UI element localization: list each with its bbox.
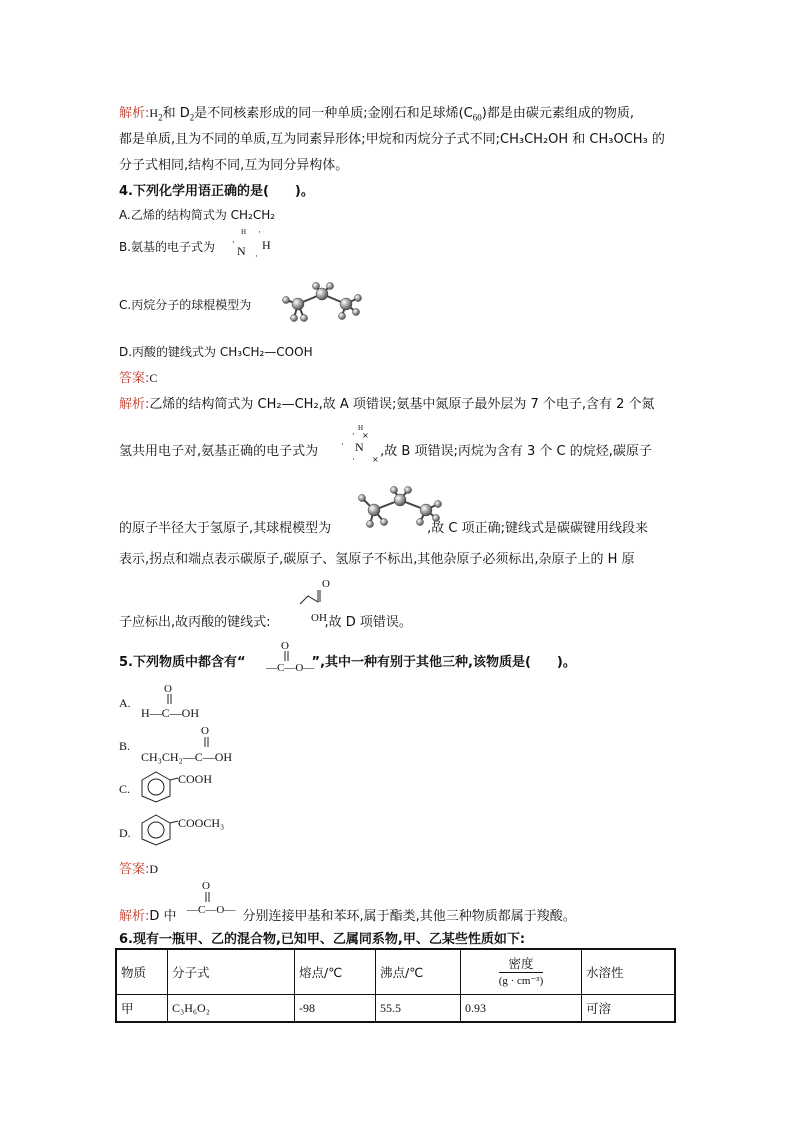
- carboxyl-group: COOH: [178, 772, 213, 786]
- q5-stem: 5.下列物质中都含有“ ”,其中一种有别于其他三种,该物质是( )。: [119, 655, 576, 670]
- oxygen-label: O: [322, 578, 330, 590]
- cell-melting-point: -98: [295, 995, 376, 1023]
- q5-option-c-label: C.: [119, 782, 131, 796]
- cell-formula: C₃H₆O₂: [168, 995, 295, 1023]
- q3-analysis-line1: 解析$:H_2$和 $D_2$是不同核素形成的同一种单质;金刚石和足球烯$(C_{60})$都是由碳元素组成的物质,: [119, 106, 634, 123]
- double-bond-mark: [204, 892, 212, 904]
- hydrogen-small-label: H: [358, 424, 364, 432]
- hydroxyl-label: OH: [311, 612, 327, 624]
- q4-analysis-line2: 氢共用电子对,氨基正确的电子式为 ,故 B 项错误;丙烷为含有 3 个 C 的烷烃,碳原子: [119, 444, 652, 459]
- header-substance: 物质: [116, 949, 168, 995]
- benzene-ring-icon: [138, 770, 174, 804]
- header-formula: 分子式: [168, 949, 295, 995]
- properties-table: [115, 948, 676, 1023]
- oxygen-label: O: [201, 725, 209, 737]
- q4-stem: 4.下列化学用语正确的是( )。: [119, 184, 314, 199]
- nitrogen-label: N: [355, 440, 364, 454]
- oxygen-label: O: [164, 683, 172, 695]
- q5-option-d-label: D.: [119, 826, 131, 840]
- electron-dot: ·: [352, 430, 355, 440]
- oxygen-label: O: [202, 880, 210, 892]
- q4-analysis-line3: 的原子半径大于氢原子,其球棍模型为 ,故 C 项正确;键线式是碳碳键用线段来: [119, 521, 648, 536]
- q3-analysis-line2: 都是单质,且为不同的单质,互为同素异形体;甲烷和丙烷分子式不同;CH₃CH₂OH 和 CH₃OCH₃ 的: [119, 132, 665, 147]
- propane-ball-stick-model: [352, 488, 442, 528]
- q4-analysis-line4: 表示,拐点和端点表示碳原子,碳原子、氢原子不标出,其他杂原子必须标出,杂原子上的 H 原: [119, 552, 635, 567]
- header-melting-point: 熔点/℃: [295, 949, 376, 995]
- q4-analysis-line1: 解析:乙烯的结构简式为 CH₂—CH₂,故 A 项错误;氨基中氮原子最外层为 7 个电子,含有 2 个氮: [119, 397, 655, 412]
- q5-option-b-label: B.: [119, 739, 131, 753]
- q4-option-c-label: C.丙烷分子的球棍模型为: [119, 298, 252, 312]
- header-boiling-point: 沸点/℃: [376, 949, 461, 995]
- q4-analysis-line5: 子应标出,故丙酸的键线式: ,故 D 项错误。: [119, 615, 412, 630]
- double-bond-mark: [166, 694, 174, 706]
- electron-cross: ×: [362, 431, 369, 440]
- cell-substance: 甲: [116, 995, 168, 1023]
- formic-acid-chain: H—C—OH: [141, 706, 200, 720]
- table-row: [116, 995, 675, 1023]
- analysis-label: 解析:: [119, 397, 150, 412]
- ester-chain: —C—O—: [266, 662, 315, 674]
- q4-option-d: D.丙酸的键线式为 CH₃CH₂—COOH: [119, 345, 313, 359]
- cell-boiling-point: 55.5: [376, 995, 461, 1023]
- electron-dot: ·: [341, 440, 344, 450]
- answer-value: C: [149, 371, 158, 385]
- propane-ball-stick-model: [272, 284, 362, 324]
- header-water-solubility: 水溶性: [582, 949, 676, 995]
- propionic-acid-chain: CH₃CH₂—C—OH: [141, 750, 233, 764]
- electron-dot: ·: [255, 252, 258, 262]
- hydrogen-small-label: H: [241, 228, 247, 236]
- q6-stem: 6.现有一瓶甲、乙的混合物,已知甲、乙属同系物,甲、乙某些性质如下:: [119, 932, 526, 947]
- ester-chain: —C—O—: [187, 904, 236, 916]
- answer-label: 答案:: [119, 371, 150, 386]
- methyl-ester-group: COOCH₃: [178, 816, 225, 830]
- electron-dot: ·: [352, 455, 355, 465]
- cell-density: 0.93: [461, 995, 582, 1023]
- q5-analysis: 解析:D 中 分别连接甲基和苯环,属于酯类,其他三种物质都属于羧酸。: [119, 909, 576, 924]
- propionic-acid-skeletal-formula: [296, 578, 340, 612]
- double-bond-mark: [203, 737, 211, 749]
- nitrogen-label: N: [237, 244, 246, 258]
- q3-analysis-line3: 分子式相同,结构不同,互为同分异构体。: [119, 158, 349, 173]
- q5-answer: [119, 858, 158, 877]
- answer-label: 答案:: [119, 862, 150, 877]
- q4-option-a: A.乙烯的结构简式为 CH₂CH₂: [119, 208, 276, 222]
- analysis-label: 解析:: [119, 106, 150, 121]
- q5-option-a-label: A.: [119, 696, 131, 710]
- electron-dot: ·: [232, 238, 235, 248]
- oxygen-label: O: [281, 640, 289, 652]
- q4-option-b-label: B.氨基的电子式为: [119, 240, 216, 254]
- benzene-ring-icon: [138, 813, 174, 847]
- cell-water-solubility: 可溶: [582, 995, 676, 1023]
- q4-answer: [119, 367, 157, 386]
- electron-dot: ·: [258, 228, 261, 238]
- analysis-label: 解析:: [119, 909, 150, 924]
- table-header-row: [116, 949, 675, 995]
- answer-value: D: [149, 862, 159, 876]
- header-density: 密度 (g · cm⁻³): [461, 949, 582, 995]
- hydrogen-label: H: [262, 238, 271, 252]
- electron-cross: ×: [372, 455, 379, 464]
